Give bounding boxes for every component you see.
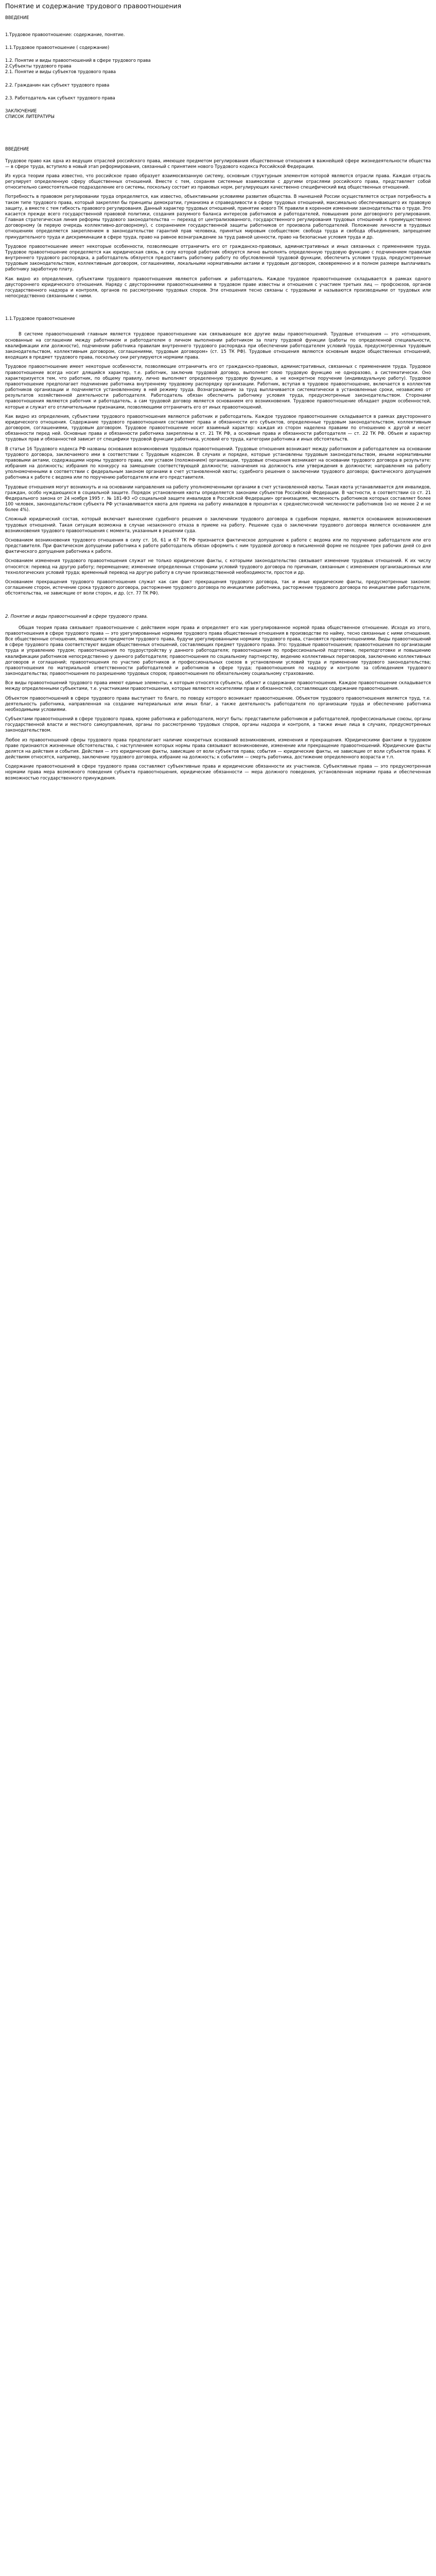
toc-conclusion[interactable]: ЗАКЛЮЧЕНИЕ [5, 108, 37, 113]
chapter-1-2-heading: 2. Понятие и виды правоотношений в сфере трудового права. [5, 613, 148, 619]
document-page [0, 0, 436, 791]
paragraph: Потребность в правовом регулировании труда определяется, как известно, объективными условиями развития общества. В нынешней России осуществляется острая потребность в таком типе трудового права, который закреплял бы принципы демократии, гуманизма и справедливости в сфере трудовых отношений, максимально обеспечивающего их правовую защиту, а вместе с тем гибкость правового регулирования. Данный характер трудовых отношений, принятие нового ТК правили в коренном изменении законодательства о труде. Это касается прежде всего государственной правовой политики, создания разумного баланса интересов работников и работодателей, повышения роли договорного регулирования. Главная стратегическая линия реформы трудового законодательства — переход от централизованного, государственного регулирования трудовых отношений к преимущественно договорному (в первую очередь коллективно-договорному), с сохранением государственной защиты работников от произвола работодателей. Положение личности в трудовых отношениях определяется закреплением в законодательстве гарантий прав человека, принятых мировым сообществом: свобода труда и свобода объединения, запрещение принудительного труда и дискриминации в сфере труда, право на равное вознаграждение за труд равной ценности, право на безопасные условия труда и др. [5, 194, 431, 240]
chapter-1-2-section [5, 614, 431, 781]
intro-section [5, 146, 431, 299]
page-title: Понятие и содержание трудового правоотношения [5, 2, 182, 10]
toc-item-2-3[interactable]: 2.3. Работодатель как субъект трудового права [5, 95, 115, 100]
paragraph: Трудовое правоотношение имеет некоторые особенности, позволяющие отграничить его от гражданско-правовых, административных и иных связанных с применением труда. Трудовое правоотношение определяется как юридическая связь, в силу которой работник обязуется лично выполнять определенную трудовую функцию с подчинением правилам внутреннего трудового распорядка, а работодатель обязуется предоставить работнику работу по обусловленной трудовой функции, обеспечить условия труда, предусмотренные трудовым законодательством, коллективным договором, соглашениями, локальными нормативными актами и трудовым договором, своевременно и в полном размере выплачивать работнику заработную плату. [5, 243, 431, 272]
chapter-1-2-body [5, 625, 431, 781]
toc-item-1-1[interactable]: 1.1.Трудовое правоотношение ( содержание) [5, 44, 110, 50]
toc-item-2-2[interactable]: 2.2. Гражданин как субъект трудового права [5, 82, 110, 88]
paragraph: Объектом правоотношений в сфере трудового права выступает то благо, по поводу которого возникает правоотношение. Объектом трудового правоотношения является труд, т.е. деятельность работника, направленная на создание материальных или иных благ, а также деятельность работодателя по организации труда и обеспечению работника необходимыми условиями. [5, 695, 431, 712]
paragraph: Любое из правоотношений сферы трудового права предполагает наличие конкретных оснований возникновения, изменения и прекращения. Юридическими фактами в трудовом праве признаются жизненные обстоятельства, с наступлением которых нормы права связывают возникновение, изменение или прекращение правоотношений. Юридические факты делятся на действия и события. Действия — это юридические факты, зависящие от воли субъектов права; события — юридические факты, не зависящие от воли субъектов права. К действиям относятся, например, заключение трудового договора, избрание на должность; к событиям — смерть работника, достижение определенного возраста и т.п. [5, 737, 431, 760]
paragraph: Содержание правоотношений в сфере трудового права составляют субъективные права и юридические обязанности их участников. Субъективные права — это предусмотренная нормами права мера возможного поведения субъекта правоотношения, юридические обязанности — мера должного поведения, установленная нормами права и обеспеченная возможностью государственного принуждения. [5, 764, 431, 781]
paragraph: Как видно из определения, субъектами трудового правоотношения являются работник и работодатель. Каждое трудовое правоотношение складывается в рамках одного двустороннего юридического отношения. Наряду с двусторонними правоотношениями в трудовом праве известны и отношения с участием третьих лиц — профсоюзов, органов государственного надзора и контроля, органов по рассмотрению трудовых споров. Эти отношения тесно связаны с трудовыми и называются производными от трудовых или непосредственно связанными с ними. [5, 276, 431, 299]
toc-intro[interactable]: ВВЕДЕНИЕ [5, 14, 29, 20]
paragraph: Трудовые отношения могут возникнуть и на основании направления на работу уполномоченными органами в счет установленной квоты. Такая квота устанавливается для инвалидов, граждан, особо нуждающихся в социальной защите. Порядок установления квоты определяется законами субъектов Российской Федерации. В частности, в соответствии со ст. 21 Федерального закона от 24 ноября 1995 г. № 181-ФЗ «О социальной защите инвалидов в Российской Федерации» организациям, численность работников которых составляет более 100 человек, законодательством субъекта РФ устанавливается квота для приема на работу инвалидов в процентах к среднесписочной численности работников (но не менее 2 и не более 4%). [5, 484, 431, 513]
paragraph: В системе правоотношений главным является трудовое правоотношение как связывающее все другие виды правоотношений. Трудовые отношения — это «отношения, основанные на соглашении между работником и работодателем о личном выполнении работником за плату трудовой функции (работы по определенной специальности, квалификации или должности), подчинении работника правилам внутреннего трудового распорядка при обеспечении работодателем условий труда, предусмотренных трудовым законодательством, коллективным договором, соглашениями, трудовым договором» (ст. 15 ТК РФ). Трудовые отношения являются основным видом общественных отношений, входящих в предмет трудового права, поскольку они регулируются нормами права. [5, 331, 431, 360]
toc-item-2[interactable]: 2.Субъекты трудового права [5, 63, 72, 69]
intro-body [5, 158, 431, 299]
chapter-1-1-body [5, 331, 431, 596]
paragraph: Основанием изменения трудового правоотношения служат не только юридические факты, с которыми законодательство связывает изменение трудовых отношений. К их числу относятся: перевод на другую работу; перемещение; изменение определенных сторонами условий трудового договора по причинам, связанным с изменением организационных или технологических условий труда; временный перевод на другую работу в случае производственной необходимости, простоя и др. [5, 558, 431, 575]
paragraph: Трудовое правоотношение имеет некоторые особенности, позволяющие отграничить его от гражданско-правовых, административных, связанных с применением труда. Трудовое правоотношение всегда носит длящийся характер, т.е. работник, заключив трудовой договор, выполняет свою трудовую функцию не одноразово, а систематически. Оно характеризуется тем, что работник, по общему правилу, лично выполняет определенную трудовую функцию, а не конкретное поручение (индивидуальную работу). Трудовое правоотношение предполагает подчинение работника внутреннему трудовому распорядку организации. Работник, вступая в трудовое правоотношение, включается в коллектив работников организации и подчиняется установленному в ней режиму труда. Вознаграждение за труд выплачивается систематически в установленные сроки, независимо от результатов хозяйственной деятельности работодателя. Работодатель обязан обеспечить работнику условия труда, предусмотренные законодательством. Сторонами правоотношения являются работник и работодатель, а сам трудовой договор является основанием его возникновения. Трудовое правоотношение обладает рядом особенностей, которые и служат его отличительными признаками, позволяющими отграничить его от иных правоотношений. [5, 364, 431, 410]
table-of-contents [5, 15, 431, 120]
toc-item-1[interactable]: 1.Трудовое правоотношение: содержание, понятие. [5, 31, 125, 37]
chapter-1-1-section [5, 316, 431, 596]
paragraph: Основанием прекращения трудового правоотношения служат как сам факт прекращения трудового договора, так и иные юридические факты, предусмотренные законом: соглашение сторон, истечение срока трудового договора, расторжение трудового договора по инициативе работника, расторжение трудового договора по инициативе работодателя, обстоятельства, не зависящие от воли сторон, и др. (ст. 77 ТК РФ). [5, 579, 431, 596]
paragraph: В статье 16 Трудового кодекса РФ названы основания возникновения трудовых правоотношений. Трудовые отношения возникают между работником и работодателем на основании трудового договора, заключаемого ими в соответствии с Трудовым кодексом. В случаях и порядке, которые установлены трудовым законодательством, иными нормативными правовыми актами, содержащими нормы трудового права, или уставом (положением) организации, трудовые отношения возникают на основании трудового договора в результате: избрания на должность; избрания по конкурсу на замещение соответствующей должности; назначения на должность или утверждения в должности; направления на работу уполномоченными в соответствии с федеральным законом органами в счет установленной квоты; судебного решения о заключении трудового договора; фактического допущения работника к работе с ведома или по поручению работодателя или его представителя. [5, 446, 431, 480]
paragraph: Из курса теории права известно, что российское право образует взаимосвязанную систему, основным структурным элементом которой являются отрасли права. Каждая отрасль регулирует определенную сферу общественных отношений. Вместе с тем, сохраняя системные взаимосвязи с другими отраслями российского права, представляет собой относительно самостоятельное подразделение его системы, поскольку состоит из правовых норм, регулирующих качественно специфический вид общественных отношений. [5, 173, 431, 190]
paragraph: Трудовое право как одна из ведущих отраслей российского права, имеющее предметом регулирования общественные отношения в важнейшей сфере жизнедеятельности общества — в сфере труда, вступило в новый этап реформирования, связанный с принятием нового Трудового кодекса Российской Федерации. [5, 158, 431, 169]
paragraph: Общая теория права связывает правоотношение с действием норм права и определяет его как урегулированное нормой права общественное отношение. Исходя из этого, правоотношения в сфере трудового права — это урегулированные нормами трудового права общественные отношения в производстве по найму, тесно связанные с ними отношения. Все общественные отношения, являющиеся предметом трудового права, будучи урегулированными нормами трудового права, становятся правоотношениями. Виды правоотношений в сфере трудового права соответствуют видам общественных отношений, составляющих предмет трудового права. Это: трудовые правоотношения; правоотношения по организации труда и управлению трудом; правоотношения по трудоустройству у данного работодателя; правоотношения по профессиональной подготовке, переподготовке и повышению квалификации работников непосредственно у данного работодателя; правоотношения по социальному партнерству, ведению коллективных переговоров, заключению коллективных договоров и соглашений; правоотношения по участию работников и профессиональных союзов в установлении условий труда и применении трудового законодательства; правоотношения по материальной ответственности работодателей и работников в сфере труда; правоотношения по надзору и контролю за соблюдением трудового законодательства; правоотношения по разрешению трудовых споров; правоотношения по обязательному социальному страхованию. [5, 624, 431, 676]
paragraph: Субъектами правоотношений в сфере трудового права, кроме работника и работодателя, могут быть: представители работников и работодателей, профессиональные союзы, органы государственной власти и местного самоуправления, органы по рассмотрению трудовых споров, органы надзора и контроля, а также иные лица в случаях, предусмотренных законодательством. [5, 716, 431, 733]
toc-literature[interactable]: СПИСОК ЛИТЕРАТУРЫ [5, 114, 55, 120]
paragraph: Сложный юридический состав, который включает вынесение судебного решения о заключении трудового договора в судебном порядке, является основанием возникновения трудовых отношений. Такая ситуация возможна в случае незаконного отказа в приеме на работу. Решение суда о заключении трудового договора является основанием для возникновения трудового правоотношения с момента, указанным в решении суда. [5, 516, 431, 533]
paragraph: Все виды правоотношений трудового права имеют единые элементы, к которым относятся субъекты, объект и содержание правоотношения. Каждое правоотношение складывается между определенными субъектами, т.е. участниками правоотношения, которые являются носителями прав и обязанностей, составляющих содержание правоотношения. [5, 680, 431, 691]
chapter-1-1-heading: 1.1.Трудовое правоотношение [5, 316, 75, 321]
toc-item-2-1[interactable]: 2.1. Понятие и виды субъектов трудового права [5, 69, 116, 75]
toc-item-1-2[interactable]: 1.2. Понятие и виды правоотношений в сфере трудового права [5, 58, 151, 63]
intro-heading: ВВЕДЕНИЕ [5, 146, 29, 152]
paragraph: Основанием возникновения трудового отношения в силу ст. 16, 61 и 67 ТК РФ признается фактическое допущение к работе с ведома или по поручению работодателя или его представителя. При фактическом допущении работника к работе работодатель обязан оформить с ним трудовой договор в письменной форме не позднее трех рабочих дней со дня фактического допущения работника к работе. [5, 537, 431, 554]
paragraph: Как видно из определения, субъектами трудового правоотношения являются работник и работодатель. Каждое трудовое правоотношение складывается в рамках двустороннего юридического отношения. Содержание трудового правоотношения составляют права и обязанности его субъектов, определенные трудовым законодательством, коллективным договором, соглашениями, трудовым договором. Трудовое правоотношение носит взаимный характер: каждая из сторон наделена правами по отношению к другой и несет обязанности перед ней. Основные права и обязанности работника закреплены в ст. 21 ТК РФ, а основные права и обязанности работодателя — ст. 22 ТК РФ. Объем и характер трудовых прав и обязанностей зависит от специфики трудовой функции работника, условий его труда, категории работника и иных обстоятельств. [5, 413, 431, 442]
